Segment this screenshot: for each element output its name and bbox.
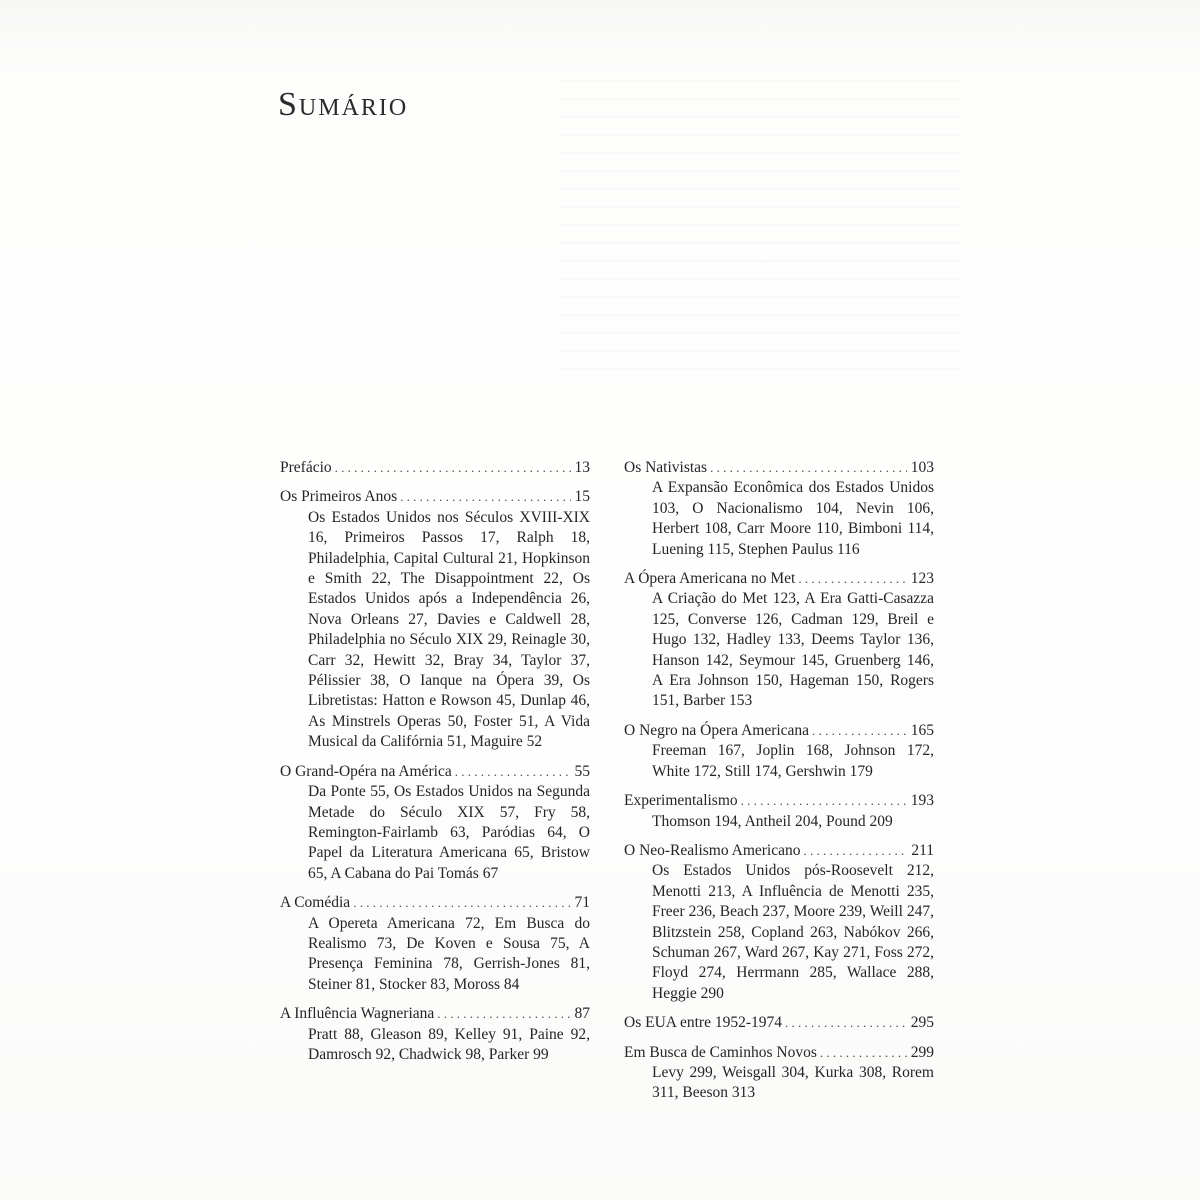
leader-dots: [400, 487, 570, 507]
toc-entry-details: A Opereta Americana 72, Em Busca do Realismo 73, De Koven e Sousa 75, A Presença Feminina 78, Gerrish-Jones 81, Steiner 81, Stocker 83, Moross 84: [308, 914, 590, 993]
toc-entry: [624, 1043, 934, 1104]
toc-entry-details: Pratt 88, Gleason 89, Kelley 91, Paine 92, Damrosch 92, Chadwick 98, Parker 99: [308, 1025, 590, 1063]
toc-entry-details: Os Estados Unidos pós-Roosevelt 212, Menotti 213, A Influência de Menotti 235, Freer 236, Beach 237, Moore 239, Weill 247, Blitzstein 258, Copland 263, Nabókov 266, Schuman 267, Ward 267, Kay 271, Foss 272, Floyd 274, Herrmann 285, Wallace 288, Heggie 290: [652, 862, 934, 1002]
toc-entry-details: A Expansão Econômica dos Estados Unidos 103, O Nacionalismo 104, Nevin 106, Herbert 108, Carr Moore 110, Bimboni 114, Luening 115, Stephen Paulus 116: [652, 479, 934, 558]
leader-dots: [812, 721, 907, 741]
leader-dots: [820, 1043, 907, 1063]
toc-left-column: [280, 458, 590, 1074]
toc-entry-page: 165: [910, 721, 934, 739]
toc-entry-page: 295: [910, 1014, 934, 1032]
leader-dots: [741, 791, 907, 811]
toc-entry-title: Os Primeiros Anos: [280, 488, 398, 506]
toc-entry: [280, 487, 590, 752]
leader-dots: [710, 458, 907, 478]
bleed-through-text: [560, 80, 960, 380]
toc-entry-page: 13: [574, 459, 590, 476]
toc-entry-page: 71: [574, 894, 590, 912]
leader-dots: [335, 458, 571, 478]
toc-entry: [624, 841, 934, 1004]
toc-entry: [280, 458, 590, 478]
toc-entry-page: 103: [910, 459, 934, 476]
toc-entry-title: Os Nativistas: [624, 459, 708, 476]
toc-entry-title: Experimentalismo: [624, 792, 738, 810]
toc-entry-title: A Comédia: [280, 894, 351, 912]
leader-dots: [455, 762, 571, 782]
toc-entry-page: 87: [574, 1005, 590, 1023]
leader-dots: [803, 841, 907, 861]
toc-entry-title: A Ópera Americana no Met: [624, 570, 796, 588]
toc-entry: [280, 1004, 590, 1065]
toc-entry-title: O Grand-Opéra na América: [280, 762, 452, 780]
leader-dots: [798, 569, 906, 589]
toc-entry-title: A Influência Wagneriana: [280, 1005, 435, 1023]
toc-entry: [624, 1013, 934, 1033]
leader-dots: [437, 1004, 570, 1024]
toc-entry-title: Os EUA entre 1952-1974: [624, 1014, 782, 1032]
leader-dots: [785, 1013, 907, 1033]
toc-entry: [280, 762, 590, 884]
toc-entry: [624, 721, 934, 782]
toc-entry-title: Em Busca de Caminhos Novos: [624, 1043, 817, 1061]
toc-right-column: [624, 458, 934, 1113]
toc-entry-page: 123: [910, 570, 934, 588]
toc-entry-details: Freeman 167, Joplin 168, Johnson 172, White 172, Still 174, Gershwin 179: [652, 742, 934, 780]
toc-entry-details: Thomson 194, Antheil 204, Pound 209: [652, 812, 893, 830]
toc-entry-details: Levy 299, Weisgall 304, Kurka 308, Rorem 311, Beeson 313: [652, 1063, 934, 1102]
toc-entry: [624, 791, 934, 832]
toc-entry-page: 299: [910, 1043, 934, 1061]
toc-entry-details: Os Estados Unidos nos Séculos XVIII-XIX 16, Primeiros Passos 17, Ralph 18, Philadelphia, Capital Cultural 21, Hopkinson e Smith 22, The Disappointment 22, Os Estados Unidos após a Independência 26, Nova Orleans 27, Davies e Caldwell 28, Philadelphia no Século XIX 29, Reinagle 30, Carr 32, Hewitt 32, Bray 34, Taylor 37, Pélissier 38, O Ianque na Ópera 39, Os Libretistas: Hatton e Rowson 45, Dunlap 46, As Minstrels Operas 50, Foster 51, A Vida Musical da Califórnia 51, Maguire 52: [308, 508, 590, 751]
toc-entry-details: A Criação do Met 123, A Era Gatti-Casazza 125, Converse 126, Cadman 129, Breil e Hugo 132, Hadley 133, Deems Taylor 136, Hanson 142, Seymour 145, Gruenberg 146, A Era Johnson 150, Hageman 150, Rogers 151, Barber 153: [652, 590, 934, 710]
toc-entry: [624, 458, 934, 560]
toc-entry-page: 55: [574, 762, 590, 780]
toc-entry-page: 15: [574, 488, 590, 506]
toc-entry-title: O Negro na Ópera Americana: [624, 721, 810, 739]
toc-entry-page: 211: [911, 841, 934, 859]
toc-entry-details: Da Ponte 55, Os Estados Unidos na Segunda Metade do Século XIX 57, Fry 58, Remington-Fairlamb 63, Paródias 64, O Papel da Literatura Americana 65, Bristow 65, A Cabana do Pai Tomás 67: [308, 783, 590, 882]
toc-entry-title: O Neo-Realismo Americano: [624, 841, 801, 859]
page-title: Sumário: [278, 86, 409, 123]
toc-entry-page: 193: [910, 792, 934, 810]
toc-entry: [280, 893, 590, 995]
toc-entry-title: Prefácio: [280, 459, 332, 476]
leader-dots: [353, 893, 570, 913]
toc-entry: [624, 569, 934, 712]
